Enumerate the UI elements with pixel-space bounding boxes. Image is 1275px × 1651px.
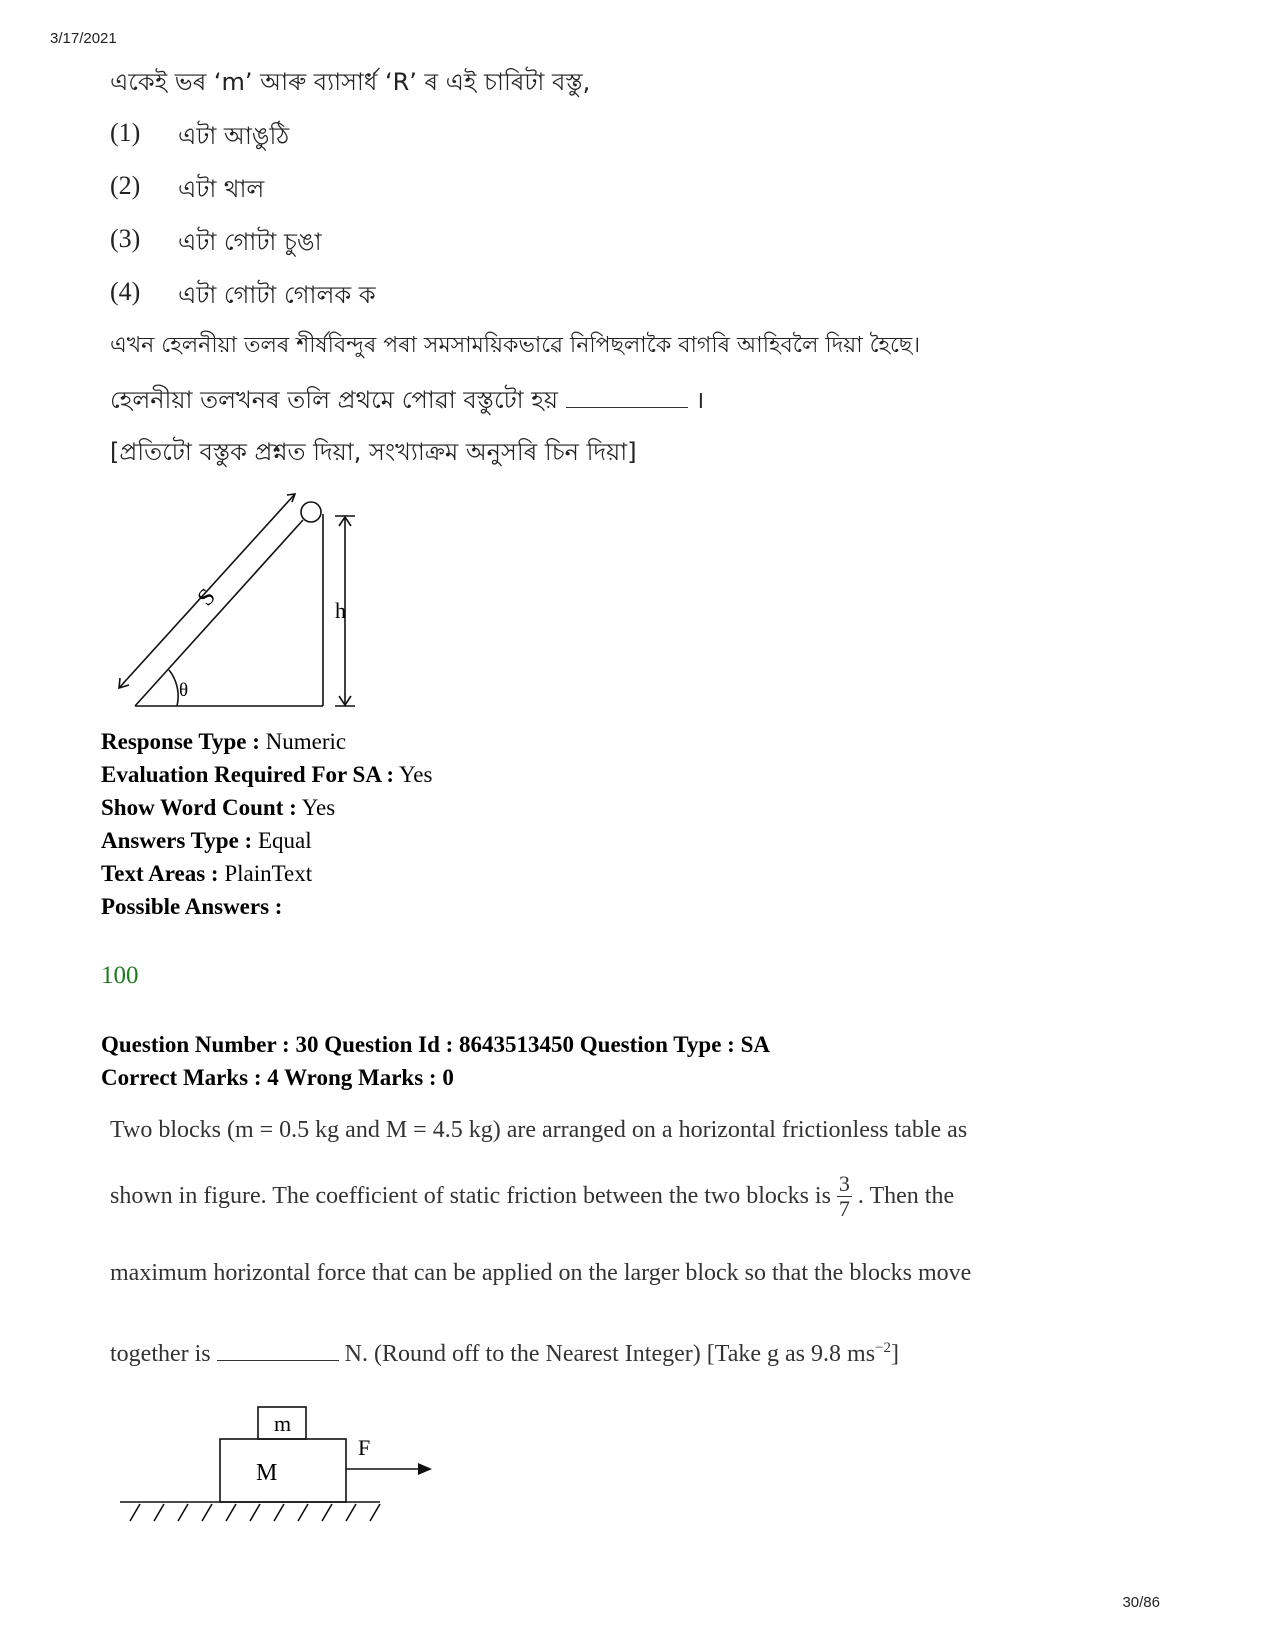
question-header: Question Number : 30 Question Id : 8643513450 Question Type : SA (101, 1032, 770, 1057)
danda: । (695, 386, 705, 414)
incline-slope (135, 520, 303, 706)
question-line: maximum horizontal force that can be applied on the larger block so that the blocks move (110, 1260, 972, 1286)
answer-blank (217, 1342, 339, 1361)
option-number: (2) (110, 171, 141, 200)
option-number: (4) (110, 277, 141, 306)
s-label: S (192, 583, 221, 612)
question-text: N. (Round off to the Nearest Integer) [Take g as 9.8 ms (344, 1341, 876, 1367)
evaluation-required: Evaluation Required For SA : Yes (101, 762, 433, 787)
question-text: shown in figure. The coefficient of static friction between the two blocks is (110, 1182, 831, 1209)
page-number: 30/86 (1122, 1594, 1160, 1611)
question-line (110, 1166, 954, 1226)
marks-header: Correct Marks : 4 Wrong Marks : 0 (101, 1065, 454, 1090)
question-line: Two blocks (m = 0.5 kg and M = 4.5 kg) are arranged on a horizontal frictionless table as (110, 1117, 968, 1143)
force-label: F (358, 1435, 371, 1460)
force-arrow-head (418, 1463, 432, 1475)
table-hatching (130, 1504, 380, 1521)
option-text: এটা গোটা চুঙা (178, 228, 322, 256)
question-text: . Then the (857, 1182, 955, 1209)
response-type: Response Type : Numeric (101, 729, 347, 754)
h-label: h (335, 598, 346, 623)
question-intro: একেই ভৰ ‘m’ আৰু ব্যাসাৰ্ধ ‘R’ ৰ এই চাৰিটা বস্তু, (110, 68, 591, 96)
theta-arc (169, 670, 178, 706)
print-date: 3/17/2021 (50, 30, 117, 47)
answers-type: Answers Type : Equal (101, 828, 312, 853)
question-line: এখন হেলনীয়া তলৰ শীৰ্ষবিন্দুৰ পৰা সমসাময়িকভাৱে নিপিছলাকৈ বাগৰি আহিবলৈ দিয়া হৈছে। (110, 333, 921, 358)
option-text: এটা আঙুঠি (178, 122, 290, 150)
incline-figure (105, 490, 375, 720)
question-line (110, 1340, 899, 1368)
show-word-count: Show Word Count : Yes (101, 795, 336, 820)
fraction-numerator: 3 (838, 1170, 850, 1196)
large-block (220, 1439, 346, 1502)
friction-fraction (837, 1172, 852, 1221)
answer-blank (566, 389, 688, 408)
large-block-label: M (256, 1460, 278, 1486)
question-text: হেলনীয়া তলখনৰ তলি প্ৰথমে পোৱা বস্তুটো হয় (110, 386, 559, 414)
question-line (110, 382, 704, 422)
blocks-figure (118, 1405, 448, 1525)
question-text: ] (891, 1341, 899, 1367)
option-number: (3) (110, 224, 141, 253)
rolling-object (301, 502, 321, 522)
question-text: together is (110, 1341, 211, 1367)
theta-label: θ (179, 680, 189, 701)
small-block-label: m (274, 1411, 292, 1436)
option-number: (1) (110, 118, 141, 147)
option-text: এটা গোটা গোলক ক (178, 281, 376, 309)
option-text: এটা থাল (178, 175, 265, 203)
fraction-denominator: 7 (838, 1195, 850, 1221)
exponent: −2 (875, 1340, 891, 1356)
possible-answer-value: 100 (101, 962, 139, 989)
text-areas: Text Areas : PlainText (101, 861, 313, 886)
possible-answers-label: Possible Answers : (101, 894, 283, 919)
question-note: [প্ৰতিটো বস্তুক প্ৰশ্নত দিয়া, সংখ্যাক্ৰম অনুসৰি চিন দিয়া] (110, 438, 637, 466)
